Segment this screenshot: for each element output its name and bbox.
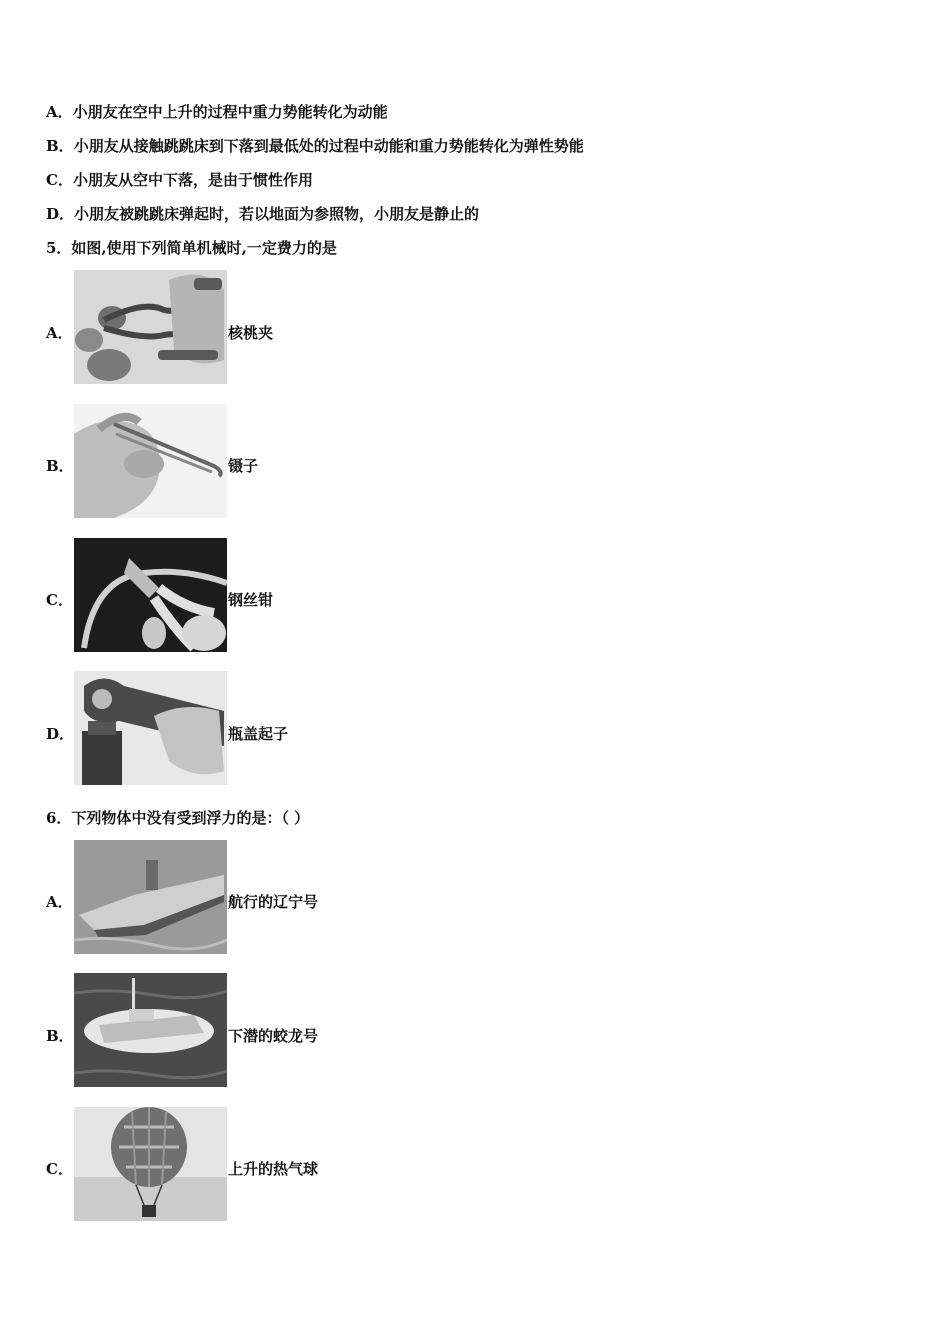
q5-option-b-letter: B． <box>46 457 74 475</box>
q4-option-c <box>46 170 313 190</box>
option-letter: C． <box>46 171 73 189</box>
option-letter: B． <box>46 137 74 155</box>
q4-option-b <box>46 136 584 156</box>
q5-option-b-caption: 镊子 <box>228 457 259 475</box>
q6-option-b-caption: 下潜的蛟龙号 <box>228 1027 319 1045</box>
option-letter: D． <box>46 205 75 223</box>
option-letter: A． <box>46 103 73 121</box>
q5-option-c-letter: C． <box>46 591 73 609</box>
option-text: 小朋友从接触跳跳床到下落到最低处的过程中动能和重力势能转化为弹性势能 <box>73 137 584 155</box>
q6-option-b-letter: B． <box>46 1027 74 1045</box>
nutcracker-image <box>74 270 227 384</box>
q5-option-d-caption: 瓶盖起子 <box>228 725 289 743</box>
q6-option-a-caption: 航行的辽宁号 <box>228 893 319 911</box>
q5-option-d-letter: D． <box>46 725 75 743</box>
q5-option-a-caption: 核桃夹 <box>228 324 274 342</box>
option-text: 小朋友从空中下落，是由于惯性作用 <box>72 171 313 189</box>
bottle-opener-image <box>74 671 227 785</box>
q4-option-a <box>46 102 388 122</box>
hot-air-balloon-image <box>74 1107 227 1221</box>
tweezers-image <box>74 404 227 518</box>
q5-stem: 5．如图,使用下列简单机械时,一定费力的是 <box>46 239 337 257</box>
q5-option-c-caption: 钢丝钳 <box>228 591 274 609</box>
option-text: 小朋友在空中上升的过程中重力势能转化为动能 <box>72 103 388 121</box>
q6-option-c-letter: C． <box>46 1160 73 1178</box>
wire-cutter-image <box>74 538 227 652</box>
q5-option-a-letter: A． <box>46 324 73 342</box>
aircraft-carrier-image <box>74 840 227 954</box>
submersible-image <box>74 973 227 1087</box>
q6-stem: 6．下列物体中没有受到浮力的是：（ ） <box>46 809 310 827</box>
q6-option-c-caption: 上升的热气球 <box>228 1160 319 1178</box>
option-text: 小朋友被跳跳床弹起时，若以地面为参照物，小朋友是静止的 <box>74 205 480 223</box>
q4-option-d <box>46 204 479 224</box>
q6-option-a-letter: A． <box>46 893 73 911</box>
